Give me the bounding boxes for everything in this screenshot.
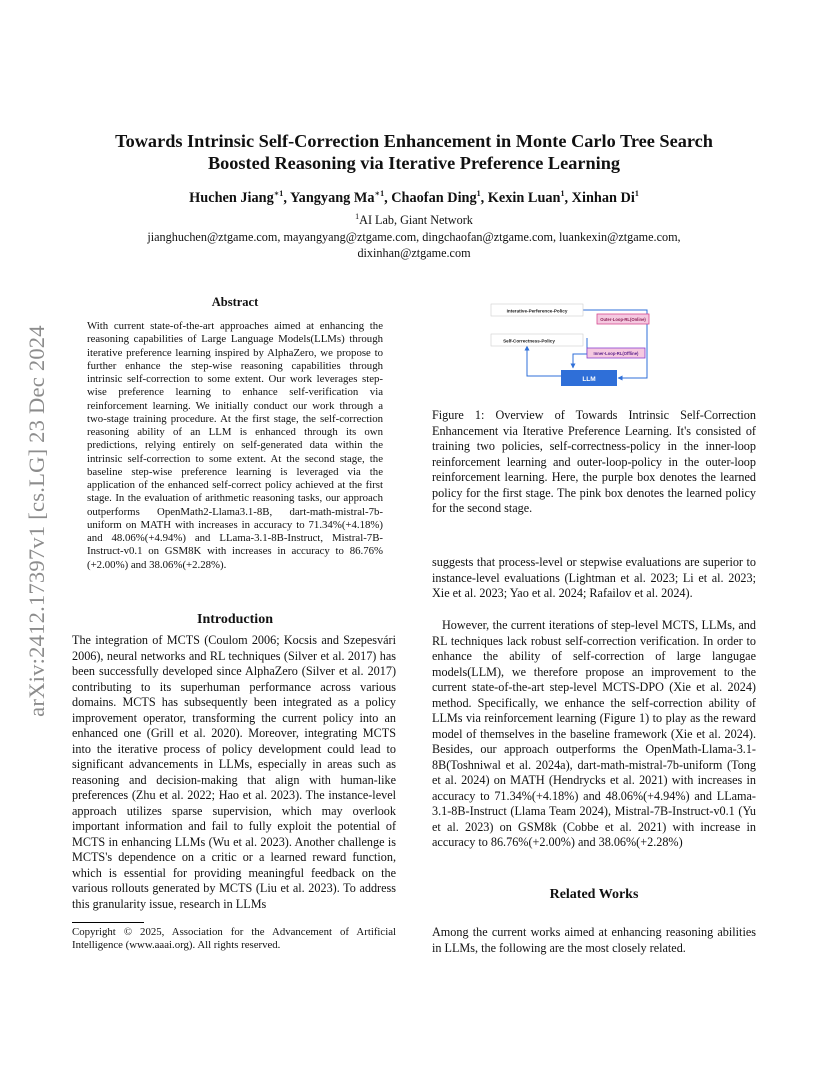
affiliation xyxy=(70,213,758,228)
title-line-1: Towards Intrinsic Self-Correction Enhancement in Monte Carlo Tree Search xyxy=(115,131,713,151)
author-name: Huchen Jiang xyxy=(189,190,274,206)
intro-continuation: suggests that process-level or stepwise evaluations are superior to instance-level evaluations (Lightman et al. 2023; Li et al. 2023; Xie et al. 2023; Yao et al. 2024; Rafailov et al. 2024). xyxy=(432,555,756,600)
inner-loop-label: Inner-Loop-RL(Offline) xyxy=(593,351,639,356)
iterative-policy-box xyxy=(491,304,583,316)
inner-loop-box xyxy=(587,348,645,358)
arxiv-identifier xyxy=(22,286,52,756)
self-correctness-box xyxy=(491,334,583,346)
self-correctness-label: Self-Correctness-Policy xyxy=(503,338,555,344)
author-mark: ∗1 xyxy=(273,189,284,199)
affiliation-text: AI Lab, Giant Network xyxy=(359,213,473,227)
author-name: Xinhan Di xyxy=(571,190,635,206)
introduction-heading: Introduction xyxy=(197,612,273,627)
footnote-divider xyxy=(72,922,144,923)
related-works-body: Among the current works aimed at enhancing reasoning abilities in LLMs, the following are the most closely related. xyxy=(432,925,756,955)
iterative-policy-label: Interative-Perference-Policy xyxy=(506,308,568,314)
arxiv-identifier-text: arXiv:2412.17397v1 [cs.LG] 23 Dec 2024 xyxy=(24,325,49,717)
intro-paragraph-2: However, the current iterations of step-level MCTS, LLMs, and RL techniques lack robust self-correction verification. In order to enhance the ability of self-correction of large langugae models(LLM), we therefore propose an improvement to the current state-of-the-art step-level MCTS-DPO (Xie et al. 2024) method. Specifically, we enhance the self-correction ability of LLMs via reinforcement learning (Figure 1) to play as the reward model of themselves in the baseline framework (Xie et al. 2024). Besides, our approach outperforms the OpenMath-Llama-3.1-8B(Toshniwal et al. 2024a), dart-math-mistral-7b-uniform (Tong et al. 2024) on MATH (Hendrycks et al. 2021) with increases in accuracy to 71.34%(+4.18%) and 48.06%(+4.94%) and LLama-3.1-8B-Instruct (Llama Team 2024), Mistral-7B-Instruct-v0.1 (Yu et al. 2023) on GSM8k (Cobbe et al. 2021) with increase in accuracy to 86.76%(+2.00%) and 38.06%(+2.28%) xyxy=(432,618,756,849)
llm-to-self-connector xyxy=(527,346,561,376)
figure-1-diagram xyxy=(487,296,657,396)
author-name: Kexin Luan xyxy=(487,190,561,206)
paper-title xyxy=(70,130,758,174)
figure-1-caption: Figure 1: Overview of Towards Intrinsic Self-Correction Enhancement via Iterative Preference Learning. It's consisted of training two policies, self-correctness-policy in the inner-loop reinforcement learning and outer-loop-policy in the outer-loop reinforcement learning. Here, the purple box denotes the learned policy for the first stage. The pink box denotes the learned policy for the second stage. xyxy=(432,408,756,515)
title-line-2: Boosted Reasoning via Iterative Preference Learning xyxy=(207,153,621,173)
emails-line-1: jianghuchen@ztgame.com, mayangyang@ztgame.com, dingchaofan@ztgame.com, luankexin@ztgame.com, xyxy=(147,230,681,244)
outer-loop-label: Outer-Loop-RL(Online) xyxy=(600,317,646,322)
author-mark: 1 xyxy=(560,189,565,199)
copyright-footnote: Copyright © 2025, Association for the Advancement of Artificial Intelligence (www.aaai.org). All rights reserved. xyxy=(72,926,396,951)
introduction-body: The integration of MCTS (Coulom 2006; Kocsis and Szepesvári 2006), neural networks and RL techniques (Silver et al. 2017) has been successfully developed since AlphaZero (Silver et al. 2017) contributing to its superhuman performance across various domains. MCTS has subsequently been integrated as a policy improvement operator, transforming the current policy into an enhanced one (Grill et al. 2020). Moreover, integrating MCTS into the iterative process of policy development could lead to significant advancements in LLMs, especially in areas such as reasoning and decision-making that align with human-like preferences (Zhu et al. 2022; Hao et al. 2023). The instance-level approach utilizes sparse supervision, which may overlook important information and fail to fully exploit the potential of MCTS in enhancing LLMs (Wu et al. 2023). Another challenge is MCTS's dependence on a critic or a learned reward function, which is essential for providing meaningful feedback on the various rollouts generated by MCTS (Liu et al. 2023). To address this granularity issue, research in LLMs xyxy=(72,633,396,911)
author-emails xyxy=(100,230,728,261)
author-name: Yangyang Ma xyxy=(289,190,375,206)
abstract-heading: Abstract xyxy=(211,295,259,309)
abstract-body: With current state-of-the-art approaches aimed at enhancing the reasoning capabilities of Large Language Models(LLMs) through iterative preference learning inspired by AlphaZero, we propose to further enhance the step-wise reasoning capabilities through intrinsic self-correction to some extent. Our work leverages step-wise preference learning to enhance self-verification via reinforcement learning. We initially conduct our work through a two-stage training procedure. At the first stage, the self-correction reasoning ability of an LLM is enhanced through its own predictions, relying entirely on self-generated data within the intrinsic self-correction to some extent. At the second stage, the baseline step-wise preference learning is leveraged via the application of the enhanced self-correct policy achieved at the first stage. In the evaluation of arithmetic reasoning tasks, our approach outperforms OpenMath2-Llama3.1-8B, dart-math-mistral-7b-uniform on MATH with increases in accuracy to 71.34%(+4.18%) and 48.06%(+4.94%) and LLama-3.1-8B-Instruct, Mistral-7B-Instruct-v0.1 on GSM8K with increases in accuracy to 86.76%(+2.00%) and 38.06%(+2.28%). xyxy=(87,320,383,571)
author-mark: ∗1 xyxy=(374,189,385,199)
author-name: Chaofan Ding xyxy=(391,190,477,206)
affiliation-mark: 1 xyxy=(355,211,360,221)
llm-box xyxy=(561,370,617,386)
emails-line-2: dixinhan@ztgame.com xyxy=(357,245,471,260)
llm-label: LLM xyxy=(582,376,596,383)
related-works-heading: Related Works xyxy=(549,887,639,902)
author-mark: 1 xyxy=(476,189,481,199)
author-mark: 1 xyxy=(634,189,639,199)
author-list: Huchen Jiang$^{∗1}$, Yangyang $Ma^{∗1}$, Chaofan Ding$^1$, Kexin Luan$^1$, Xinhan Di$^1$ xyxy=(189,189,639,206)
outer-loop-box xyxy=(597,314,649,324)
